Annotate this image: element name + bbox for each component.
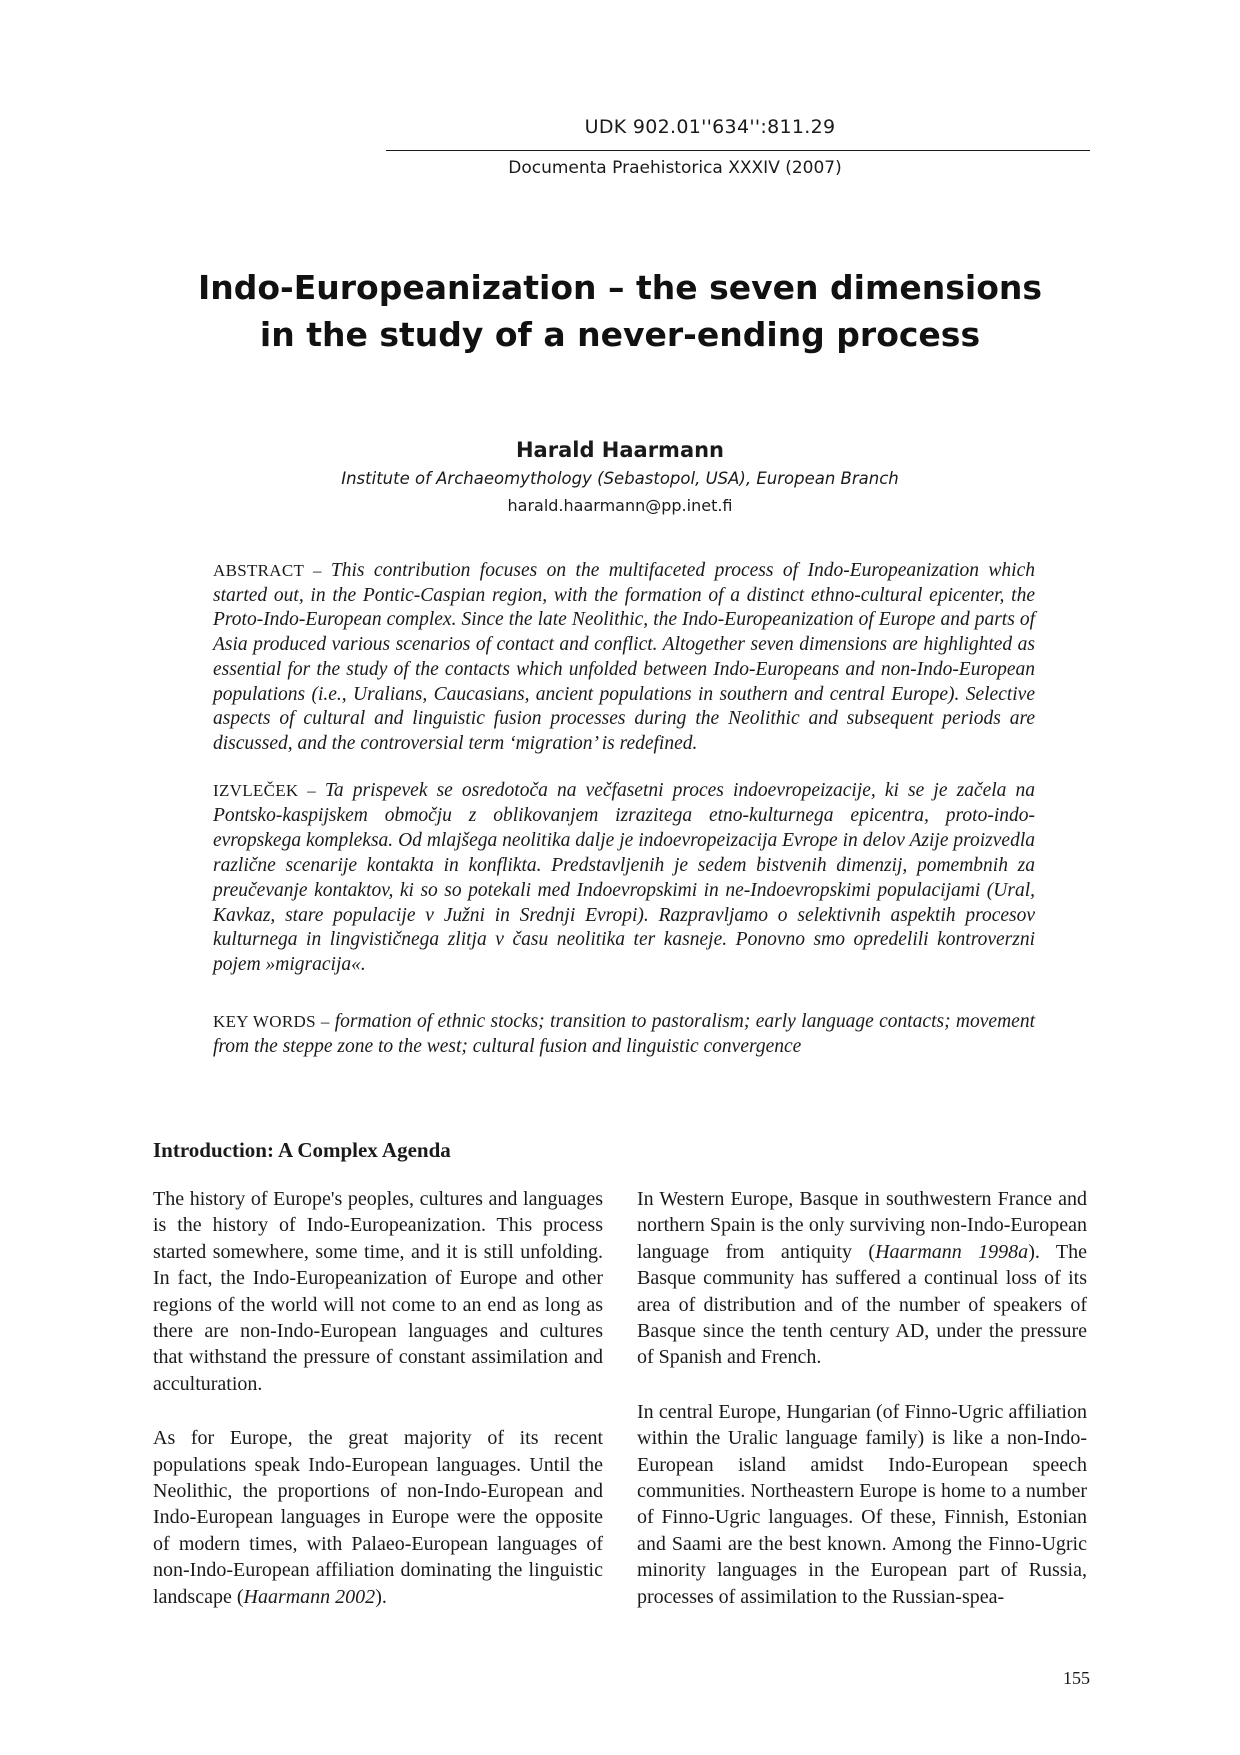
keywords-text: formation of ethnic stocks; transition to pastoralism; early language contacts; movement from the steppe zone to the west; cultural fusion and linguistic convergence: [213, 1011, 1035, 1057]
author-name: Harald Haarmann: [515, 438, 725, 462]
section-heading: Introduction: A Complex Agenda: [153, 1138, 451, 1162]
page-number: 155: [1063, 1668, 1090, 1688]
journal-name: Documenta Praehistorica XXXIV (2007): [508, 158, 842, 178]
title-line-2: in the study of a never-ending process: [259, 315, 981, 354]
header-rule: [386, 150, 1090, 151]
abstract-text: This contribution focuses on the multifaceted process of Indo-Europeanization which started out, in the Pontic-Caspian region, with the formation of a distinct ethno-cultural epicenter, the Proto-Indo-European complex. Since the late Neolithic, the Indo-Europeanization of Europe and parts of Asia produced various scenarios of contact and conflict. Altogether seven dimensions are highlighted as essential for the study of the contacts which unfolded between Indo-Europeans and non-Indo-European populations (i.e., Uralians, Caucasians, ancient populations in southern and central Europe). Selective aspects of cultural and linguistic fusion processes during the Neolithic and subsequent periods are discussed, and the controversial term ‘migration’ is redefined.: [213, 560, 1035, 754]
author-affiliation: Institute of Archaeomythology (Sebastopol, USA), European Branch: [341, 469, 899, 488]
izvlecek: [213, 779, 1035, 978]
keywords: [213, 1010, 1035, 1059]
izvlecek-text: Ta prispevek se osredotoča na večfasetni proces indoevropeizacije, ki se je začela na Pontsko-kaspijskem območju z oblikovanjem izrazitega etno-kulturnega epicentra, proto-indo-evropskega kompleksa. Od mlajšega neolitika dalje je indoevropeizacija Evrope in delov Azije proizvedla različne scenarije kontakta in konflikta. Predstavljenih je sedem bistvenih dimenzij, pomembnih za preučevanje kontaktov, ki so so potekali med Indoevropskimi in ne-Indoevropskimi populacijami (Ural, Kavkaz, stare populacije v Južni in Srednji Evropi). Razpravljamo o selektivnih aspektih procesov kulturnega in lingvističnega zlitja v času neolitika ter kasneje. Ponovno smo opredelili kontroverzni pojem »migracija«.: [213, 780, 1035, 976]
body-text: As for Europe, the great majority of its recent populations speak Indo-European languages. Until the Neolithic, the proportions of non-Indo-European and Indo-European languages in Europe were the opposite of modern times, with Palaeo-European languages of non-Indo-European affiliation dominating the linguistic landscape (: [153, 1427, 603, 1608]
body-text: In Western Europe, Basque in southwestern France and northern Spain is the only surviving non-Indo-European language from antiquity (: [637, 1188, 1087, 1263]
body-column-left: [153, 1186, 603, 1610]
abstract: [213, 559, 1035, 757]
body-paragraph: The history of Europe's peoples, cultures and languages is the history of Indo-Europeanization. This process started somewhere, some time, and it is still unfolding. In fact, the Indo-Europeanization of Europe and other regions of the world will not come to an end as long as there are non-Indo-European languages and cultures that withstand the pressure of constant assimilation and acculturation.: [153, 1188, 603, 1395]
body-paragraph: [637, 1186, 1087, 1371]
body-column-right: [637, 1186, 1087, 1610]
article-title: [170, 264, 1070, 358]
citation: Haarmann 2002: [243, 1585, 376, 1608]
abstract-label: ABSTRACT –: [213, 561, 331, 580]
izvlecek-label: IZVLEČEK –: [213, 781, 325, 800]
body-paragraph: In central Europe, Hungarian (of Finno-Ugric affiliation within the Uralic language family) is like a non-Indo-European island amidst Indo-European speech communities. Northeastern Europe is home to a number of Finno-Ugric languages. Of these, Finnish, Estonian and Saami are the best known. Among the Finno-Ugric minority languages in the European part of Russia, processes of assimilation to the Russian-spea-: [637, 1400, 1087, 1608]
title-line-1: Indo-Europeanization – the seven dimensions: [197, 268, 1042, 307]
body-text: ).: [375, 1585, 387, 1608]
body-paragraph: [153, 1425, 603, 1610]
keywords-label: KEY WORDS –: [213, 1012, 335, 1031]
udk-classification: UDK 902.01''634'':811.29: [584, 116, 836, 138]
citation: Haarmann 1998a: [875, 1240, 1029, 1263]
body-text: ). The Basque community has suffered a continual loss of its area of distribution and of the number of speakers of Basque since the tenth century AD, under the pressure of Spanish and French.: [637, 1240, 1087, 1369]
author-email[interactable]: harald.haarmann@pp.inet.fi: [507, 496, 733, 515]
